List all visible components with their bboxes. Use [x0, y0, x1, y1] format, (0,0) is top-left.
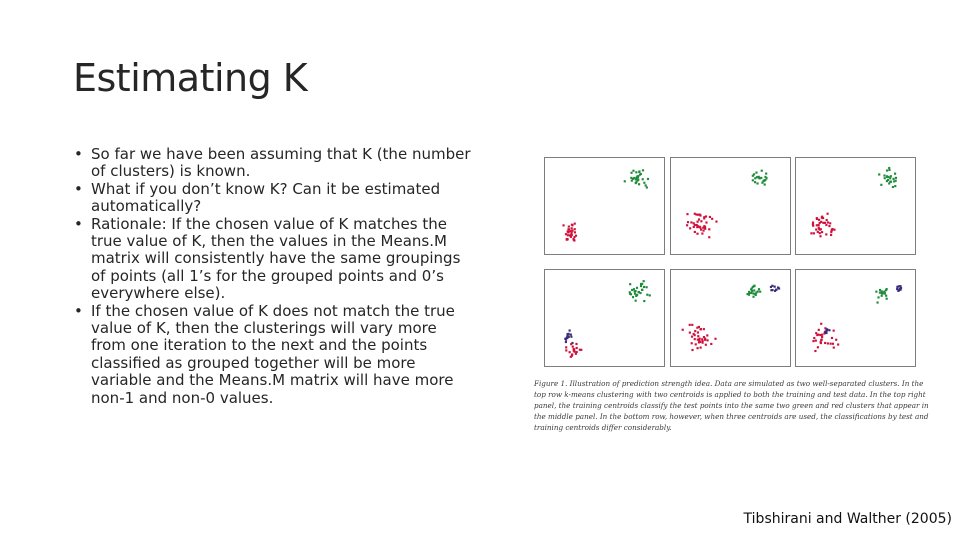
scatter-point: [636, 287, 638, 289]
scatter-point: [764, 183, 766, 185]
scatter-point: [640, 285, 642, 287]
scatter-point: [703, 328, 705, 330]
scatter-point: [571, 353, 573, 355]
scatter-point: [567, 228, 569, 230]
scatter-point: [751, 287, 753, 289]
scatter-point: [638, 291, 640, 293]
scatter-point: [640, 283, 642, 285]
scatter-point: [814, 350, 816, 352]
scatter-point: [691, 324, 693, 326]
scatter-point: [569, 351, 571, 353]
scatter-point: [816, 224, 818, 226]
scatter-point: [810, 232, 812, 234]
scatter-panel: [544, 269, 665, 367]
scatter-point: [754, 177, 756, 179]
scatter-point: [777, 286, 779, 288]
scatter-point: [813, 337, 815, 339]
scatter-point: [682, 329, 684, 331]
scatter-point: [714, 338, 716, 340]
bullet-item: • Rationale: If the chosen value of K matches the true value of K, then the values in the Means.M matrix will consistently have the same groupings of points (all 1’s for the grouped points and 0’s everywhere else).: [74, 216, 474, 303]
scatter-point: [632, 170, 634, 172]
scatter-point: [629, 293, 631, 295]
scatter-point: [698, 341, 700, 343]
scatter-point: [833, 347, 835, 349]
bullet-list: [74, 146, 474, 407]
scatter-point: [887, 179, 889, 181]
scatter-point: [700, 347, 702, 349]
scatter-point: [572, 346, 574, 348]
scatter-point: [820, 323, 822, 325]
scatter-point: [642, 178, 644, 180]
scatter-point: [689, 332, 691, 334]
scatter-point: [569, 230, 571, 232]
scatter-point: [818, 227, 820, 229]
scatter-point: [709, 216, 711, 218]
bullet-item: • What if you don’t know K? Can it be estimated automatically?: [74, 181, 474, 216]
scatter-point: [643, 300, 645, 302]
scatter-point: [830, 343, 832, 345]
scatter-point: [689, 324, 691, 326]
scatter-point: [571, 230, 573, 232]
scatter-point: [637, 179, 639, 181]
scatter-point: [691, 336, 693, 338]
scatter-point: [646, 286, 648, 288]
scatter-point: [646, 294, 648, 296]
scatter-point: [705, 221, 707, 223]
bullet-item: • So far we have been assuming that K (the number of clusters) is known.: [74, 146, 474, 181]
scatter-panel: [795, 157, 916, 255]
scatter-point: [694, 334, 696, 336]
scatter-point: [831, 337, 833, 339]
scatter-point: [576, 347, 578, 349]
scatter-point: [774, 286, 776, 288]
scatter-point: [634, 290, 636, 292]
scatter-point: [572, 238, 574, 240]
scatter-point: [893, 180, 895, 182]
scatter-point: [822, 222, 824, 224]
scatter-point: [759, 291, 761, 293]
scatter-point: [699, 338, 701, 340]
scatter-point: [889, 181, 891, 183]
scatter-point: [883, 174, 885, 176]
scatter-point: [694, 330, 696, 332]
scatter-point: [575, 235, 577, 237]
scatter-point: [630, 177, 632, 179]
scatter-plot: [796, 270, 915, 366]
scatter-point: [884, 292, 886, 294]
scatter-panel: [544, 157, 665, 255]
scatter-point: [820, 342, 822, 344]
scatter-point: [635, 171, 637, 173]
scatter-point: [635, 300, 637, 302]
scatter-point: [635, 181, 637, 183]
scatter-point: [771, 289, 773, 291]
scatter-point: [580, 349, 582, 351]
scatter-point: [879, 289, 881, 291]
scatter-point: [569, 329, 571, 331]
scatter-point: [694, 213, 696, 215]
scatter-point: [703, 217, 705, 219]
scatter-point: [693, 222, 695, 224]
scatter-point: [818, 219, 820, 221]
scatter-point: [821, 217, 823, 219]
scatter-point: [574, 223, 576, 225]
scatter-point: [646, 186, 648, 188]
scatter-point: [564, 338, 566, 340]
scatter-point: [632, 296, 634, 298]
scatter-point: [566, 333, 568, 335]
scatter-point: [694, 231, 696, 233]
scatter-point: [697, 225, 699, 227]
scatter-point: [697, 335, 699, 337]
scatter-point: [643, 280, 645, 282]
scatter-plot: [796, 158, 915, 254]
scatter-point: [826, 329, 828, 331]
scatter-point: [691, 349, 693, 351]
scatter-point: [830, 231, 832, 233]
scatter-point: [829, 222, 831, 224]
bullet-item: • If the chosen value of K does not match the true value of K, then the clusterings will vary more from one iteration to the next and the points classified as grouped together will be more variable and the Means.M matrix will have more non-1 and non-0 values.: [74, 303, 474, 407]
scatter-point: [691, 342, 693, 344]
scatter-point: [827, 342, 829, 344]
scatter-point: [705, 344, 707, 346]
scatter-point: [643, 182, 645, 184]
scatter-point: [715, 220, 717, 222]
scatter-point: [815, 228, 817, 230]
scatter-point: [702, 230, 704, 232]
scatter-point: [700, 328, 702, 330]
scatter-point: [813, 232, 815, 234]
scatter-point: [629, 283, 631, 285]
scatter-point: [570, 343, 572, 345]
scatter-point: [562, 224, 564, 226]
scatter-point: [695, 343, 697, 345]
scatter-point: [565, 233, 567, 235]
scatter-point: [892, 178, 894, 180]
scatter-point: [765, 172, 767, 174]
scatter-plot: [545, 270, 664, 366]
scatter-point: [697, 339, 699, 341]
scatter-point: [574, 231, 576, 233]
scatter-point: [896, 286, 898, 288]
scatter-point: [706, 334, 708, 336]
scatter-point: [686, 213, 688, 215]
scatter-point: [566, 336, 568, 338]
scatter-point: [820, 339, 822, 341]
scatter-point: [758, 288, 760, 290]
scatter-point: [634, 293, 636, 295]
scatter-point: [697, 347, 699, 349]
scatter-point: [886, 175, 888, 177]
scatter-point: [746, 293, 748, 295]
scatter-point: [565, 349, 567, 351]
scatter-point: [821, 334, 823, 336]
scatter-point: [878, 173, 880, 175]
scatter-point: [899, 289, 901, 291]
scatter-panel: [795, 269, 916, 367]
scatter-point: [835, 339, 837, 341]
scatter-point: [827, 213, 829, 215]
scatter-point: [571, 234, 573, 236]
scatter-point: [631, 180, 633, 182]
scatter-point: [876, 301, 878, 303]
scatter-point: [570, 336, 572, 338]
scatter-point: [633, 288, 635, 290]
scatter-point: [817, 231, 819, 233]
scatter-point: [884, 177, 886, 179]
scatter-point: [698, 218, 700, 220]
scatter-point: [885, 295, 887, 297]
scatter-point: [565, 346, 567, 348]
scatter-point: [758, 176, 760, 178]
scatter-point: [763, 180, 765, 182]
scatter-point: [687, 221, 689, 223]
scatter-point: [827, 221, 829, 223]
scatter-point: [761, 170, 763, 172]
scatter-point: [708, 228, 710, 230]
slide-title: Estimating K: [73, 56, 308, 100]
scatter-point: [570, 333, 572, 335]
scatter-point: [819, 235, 821, 237]
scatter-point: [697, 331, 699, 333]
scatter-point: [818, 224, 820, 226]
scatter-point: [624, 180, 626, 182]
scatter-point: [568, 225, 570, 227]
scatter-point: [821, 336, 823, 338]
scatter-point: [892, 186, 894, 188]
scatter-point: [754, 181, 756, 183]
scatter-point: [696, 233, 698, 235]
scatter-point: [636, 294, 638, 296]
scatter-point: [819, 229, 821, 231]
scatter-point: [642, 169, 644, 171]
scatter-point: [825, 233, 827, 235]
scatter-point: [752, 175, 754, 177]
scatter-point: [888, 169, 890, 171]
scatter-point: [710, 343, 712, 345]
scatter-point: [828, 329, 830, 331]
scatter-point: [894, 185, 896, 187]
scatter-point: [886, 298, 888, 300]
scatter-point: [689, 227, 691, 229]
scatter-plot: [671, 158, 790, 254]
scatter-point: [700, 229, 702, 231]
scatter-point: [700, 220, 702, 222]
scatter-point: [890, 175, 892, 177]
scatter-point: [575, 343, 577, 345]
scatter-point: [702, 342, 704, 344]
scatter-point: [899, 285, 901, 287]
scatter-point: [647, 178, 649, 180]
scatter-point: [753, 285, 755, 287]
scatter-point: [896, 288, 898, 290]
scatter-point: [753, 289, 755, 291]
scatter-point: [698, 326, 700, 328]
scatter-point: [697, 221, 699, 223]
scatter-point: [881, 295, 883, 297]
scatter-point: [888, 182, 890, 184]
scatter-point: [649, 294, 651, 296]
scatter-point: [770, 286, 772, 288]
scatter-point: [693, 226, 695, 228]
scatter-point: [816, 334, 818, 336]
scatter-point: [880, 184, 882, 186]
scatter-point: [831, 229, 833, 231]
scatter-point: [571, 227, 573, 229]
scatter-point: [764, 176, 766, 178]
scatter-point: [566, 238, 568, 240]
scatter-point: [641, 289, 643, 291]
scatter-panel: [670, 157, 791, 255]
scatter-point: [812, 340, 814, 342]
scatter-point: [752, 179, 754, 181]
scatter-point: [818, 329, 820, 331]
scatter-point: [570, 356, 572, 358]
scatter-point: [888, 167, 890, 169]
scatter-point: [697, 214, 699, 216]
scatter-point: [630, 172, 632, 174]
scatter-point: [573, 349, 575, 351]
scatter-point: [877, 296, 879, 298]
scatter-point: [708, 236, 710, 238]
scatter-point: [701, 232, 703, 234]
scatter-point: [815, 332, 817, 334]
scatter-point: [830, 234, 832, 236]
scatter-point: [631, 289, 633, 291]
scatter-plot: [671, 270, 790, 366]
scatter-point: [567, 234, 569, 236]
scatter-point: [833, 330, 835, 332]
scatter-point: [643, 286, 645, 288]
scatter-point: [775, 289, 777, 291]
scatter-point: [638, 183, 640, 185]
scatter-point: [761, 182, 763, 184]
scatter-point: [828, 225, 830, 227]
scatter-point: [886, 169, 888, 171]
scatter-point: [686, 224, 688, 226]
scatter-point: [711, 218, 713, 220]
scatter-point: [575, 353, 577, 355]
figure-caption: Figure 1. Illustration of prediction strength idea. Data are simulated as two well-separated clusters. In the top row k-means clustering with two centroids is applied to both the training and test data. In the top right panel, the training centroids classify the test points into the same two green and red clusters that appear in the middle panel. In the bottom row, however, when three centroids are used, the classifications by test and training centroids differ considerably.: [534, 379, 929, 432]
scatter-point: [824, 342, 826, 344]
scatter-point: [571, 224, 573, 226]
scatter-point: [886, 288, 888, 290]
scatter-point: [636, 175, 638, 177]
scatter-point: [702, 227, 704, 229]
scatter-point: [821, 231, 823, 233]
scatter-point: [645, 184, 647, 186]
scatter-point: [640, 173, 642, 175]
scatter-plot: [545, 158, 664, 254]
scatter-point: [574, 228, 576, 230]
scatter-point: [812, 225, 814, 227]
scatter-point: [875, 291, 877, 293]
scatter-point: [826, 219, 828, 221]
scatter-point: [825, 224, 827, 226]
scatter-point: [694, 338, 696, 340]
scatter-point: [748, 291, 750, 293]
scatter-point: [833, 229, 835, 231]
scatter-point: [816, 218, 818, 220]
scatter-point: [704, 337, 706, 339]
scatter-point: [815, 340, 817, 342]
scatter-point: [635, 178, 637, 180]
scatter-point: [819, 232, 821, 234]
scatter-point: [755, 172, 757, 174]
scatter-point: [701, 338, 703, 340]
scatter-point: [895, 177, 897, 179]
scatter-point: [832, 343, 834, 345]
scatter-point: [565, 341, 567, 343]
scatter-point: [894, 173, 896, 175]
citation: Tibshirani and Walther (2005): [743, 511, 952, 527]
scatter-point: [754, 293, 756, 295]
scatter-point: [756, 182, 758, 184]
scatter-point: [699, 226, 701, 228]
scatter-point: [817, 346, 819, 348]
scatter-point: [573, 351, 575, 353]
scatter-point: [690, 221, 692, 223]
scatter-point: [567, 231, 569, 233]
scatter-point: [638, 170, 640, 172]
scatter-point: [699, 214, 701, 216]
scatter-point: [820, 221, 822, 223]
scatter-point: [837, 343, 839, 345]
scatter-panel: [670, 269, 791, 367]
scatter-point: [707, 339, 709, 341]
scatter-point: [752, 296, 754, 298]
